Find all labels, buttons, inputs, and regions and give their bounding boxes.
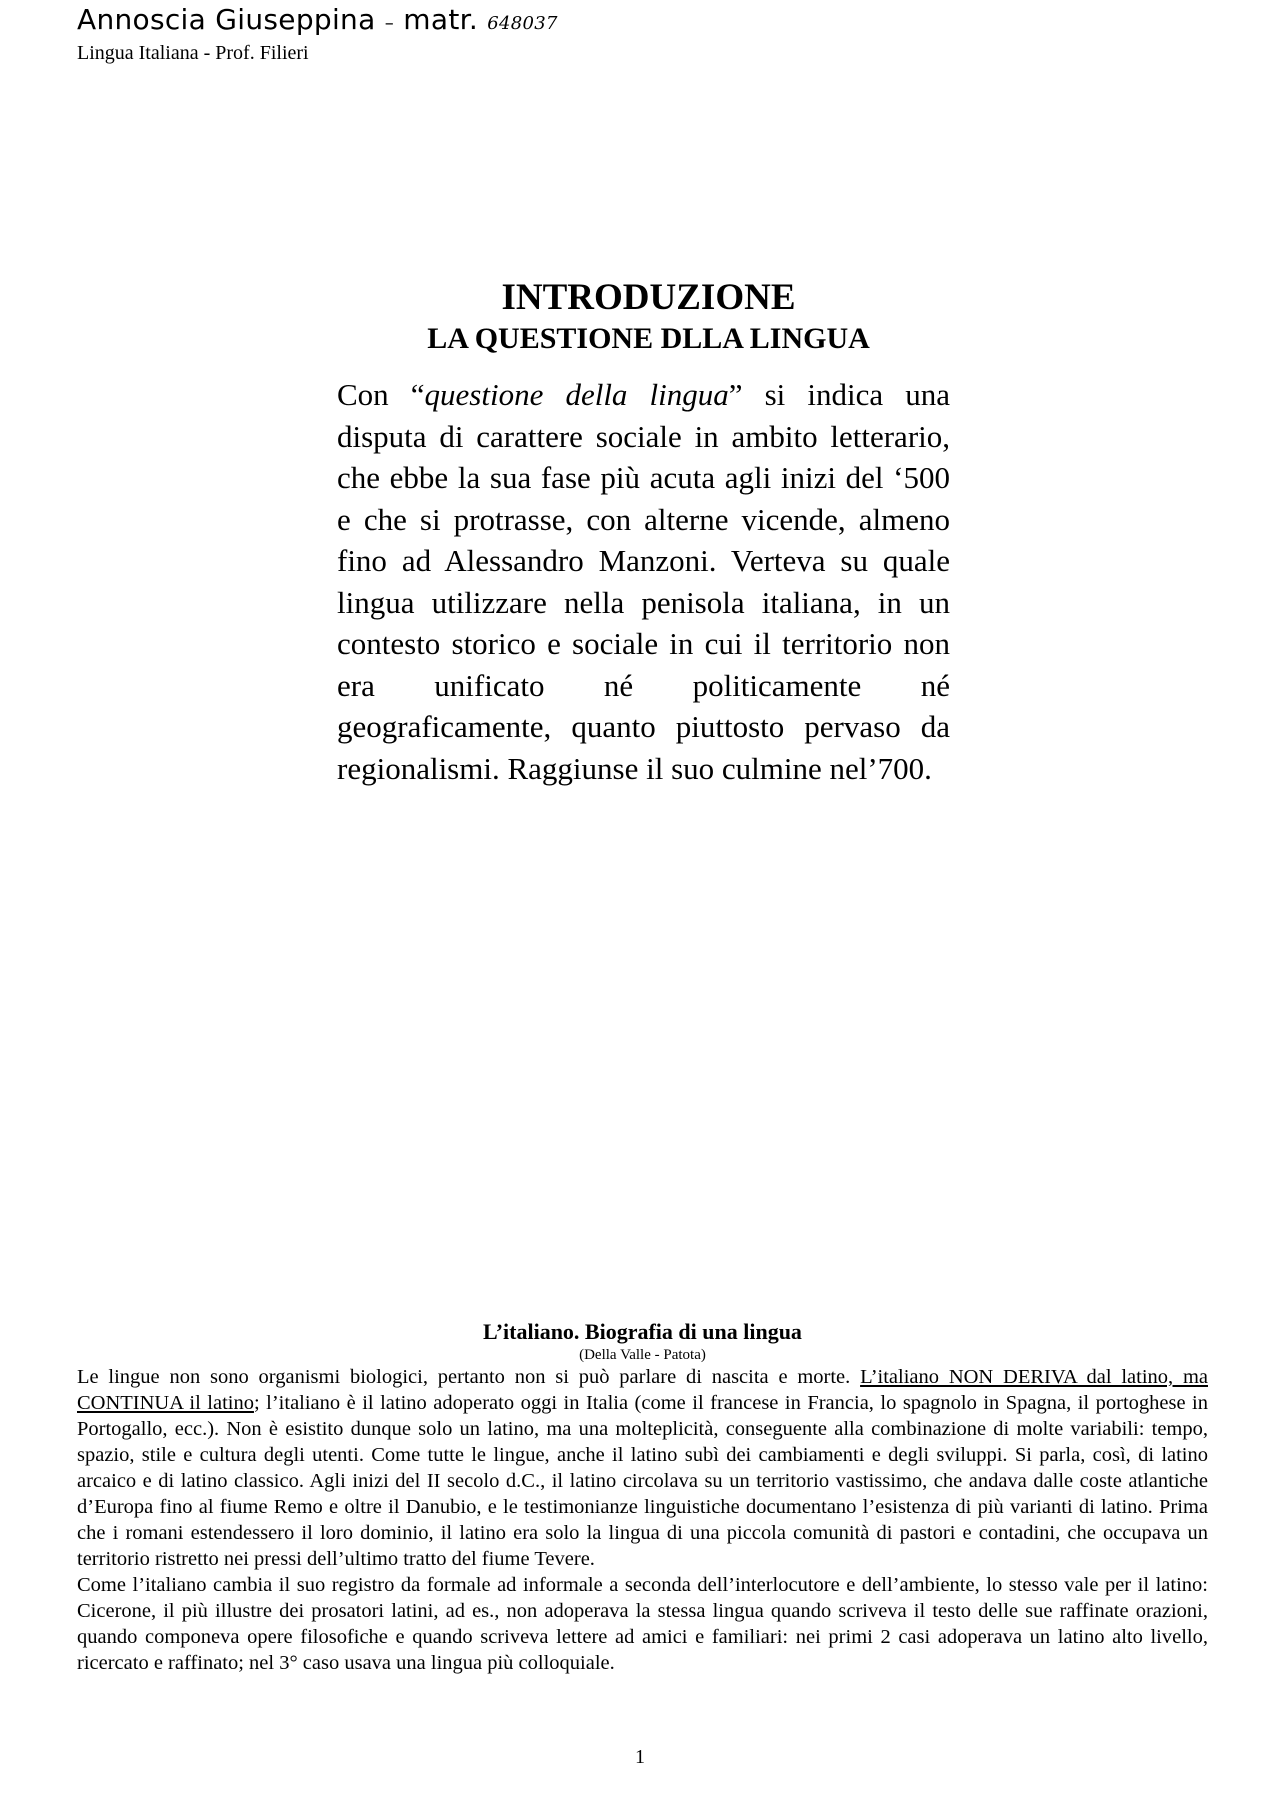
header-separator: – [384,13,395,34]
p1-text-start: Le lingue non sono organismi biologici, pertanto non si può parlare di nascita e morte. [77,1366,861,1388]
author-name: Annoscia Giuseppina [77,3,376,36]
intro-paragraph [337,374,950,789]
section-source: (Della Valle - Patota) [579,1347,706,1363]
page-number: 1 [635,1746,645,1768]
intro-text-rest: ” si indica una disputa di carattere sociale in ambito letterario, che ebbe la sua fase più acuta agli inizi del ‘500 e che si protrasse, con alterne vicende, almeno fino ad Alessandro Manzoni. Verteva su quale lingua utilizzare nella penisola italiana, in un contesto storico e sociale in cui il territorio non era unificato né politicamente né geograficamente, quanto piuttosto pervaso da regionalismi. Raggiunse il suo culmine nel’700. [337,377,950,786]
p1-text-rest: ; l’italiano è il latino adoperato oggi in Italia (come il francese in Francia, lo spagnolo in Spagna, il portoghese in Portogallo, ecc.). Non è esistito dunque solo un latino, ma una molteplicità, conseguente alla combinazione di molte variabili: tempo, spazio, stile e cultura degli utenti. Come tutte le lingue, anche il latino subì dei cambiamenti e degli sviluppi. Si parla, così, di latino arcaico e di latino classico. Agli inizi del II secolo d.C., il latino circolava su un territorio vastissimo, che andava dalle coste atlantiche d’Europa fino al fiume Remo e oltre il Danubio, e le testimonianze linguistiche documentano l’esistenza di più varianti di latino. Prima che i romani estendessero il loro dominio, il latino era solo la lingua di una piccola comunità di pastori e contadini, che occupava un territorio ristretto nei pressi dell’ultimo tratto del fiume Tevere. [77,1392,1208,1570]
matr-label: matr. [403,3,479,36]
intro-text-italic: questione della lingua [424,377,729,412]
section-title: L’italiano. Biografia di una lingua [483,1319,802,1344]
section-paragraph-1 [77,1364,1208,1572]
section-paragraph-2: Come l’italiano cambia il suo registro da formale ad informale a seconda dell’interlocutore e dell’ambiente, lo stesso vale per il latino: Cicerone, il più illustre dei prosatori latini, ad es., non adoperava la stessa lingua quando scriveva il testo delle sue raffinate orazioni, quando componeva opere filosofiche e quando scriveva lettere ad amici e familiari: nei primi 2 casi adoperava un latino alto livello, ricercato e raffinato; nel 3° caso usava una lingua più colloquiale. [77,1574,1208,1674]
intro-title: INTRODUZIONE [501,277,796,318]
matr-number: 648037 [487,13,558,34]
intro-subtitle: LA QUESTIONE DLLA LINGUA [427,322,870,355]
page-header [77,0,558,64]
course-line: Lingua Italiana - Prof. Filieri [77,42,309,64]
p1-underlined-text: L’italiano NON DERIVA dal latino, ma CONTINUA il latino [77,1366,1208,1414]
biography-section [77,1318,1208,1676]
intro-text-prefix: Con “ [337,377,425,412]
introduction-block [337,276,950,820]
author-line [77,0,558,44]
